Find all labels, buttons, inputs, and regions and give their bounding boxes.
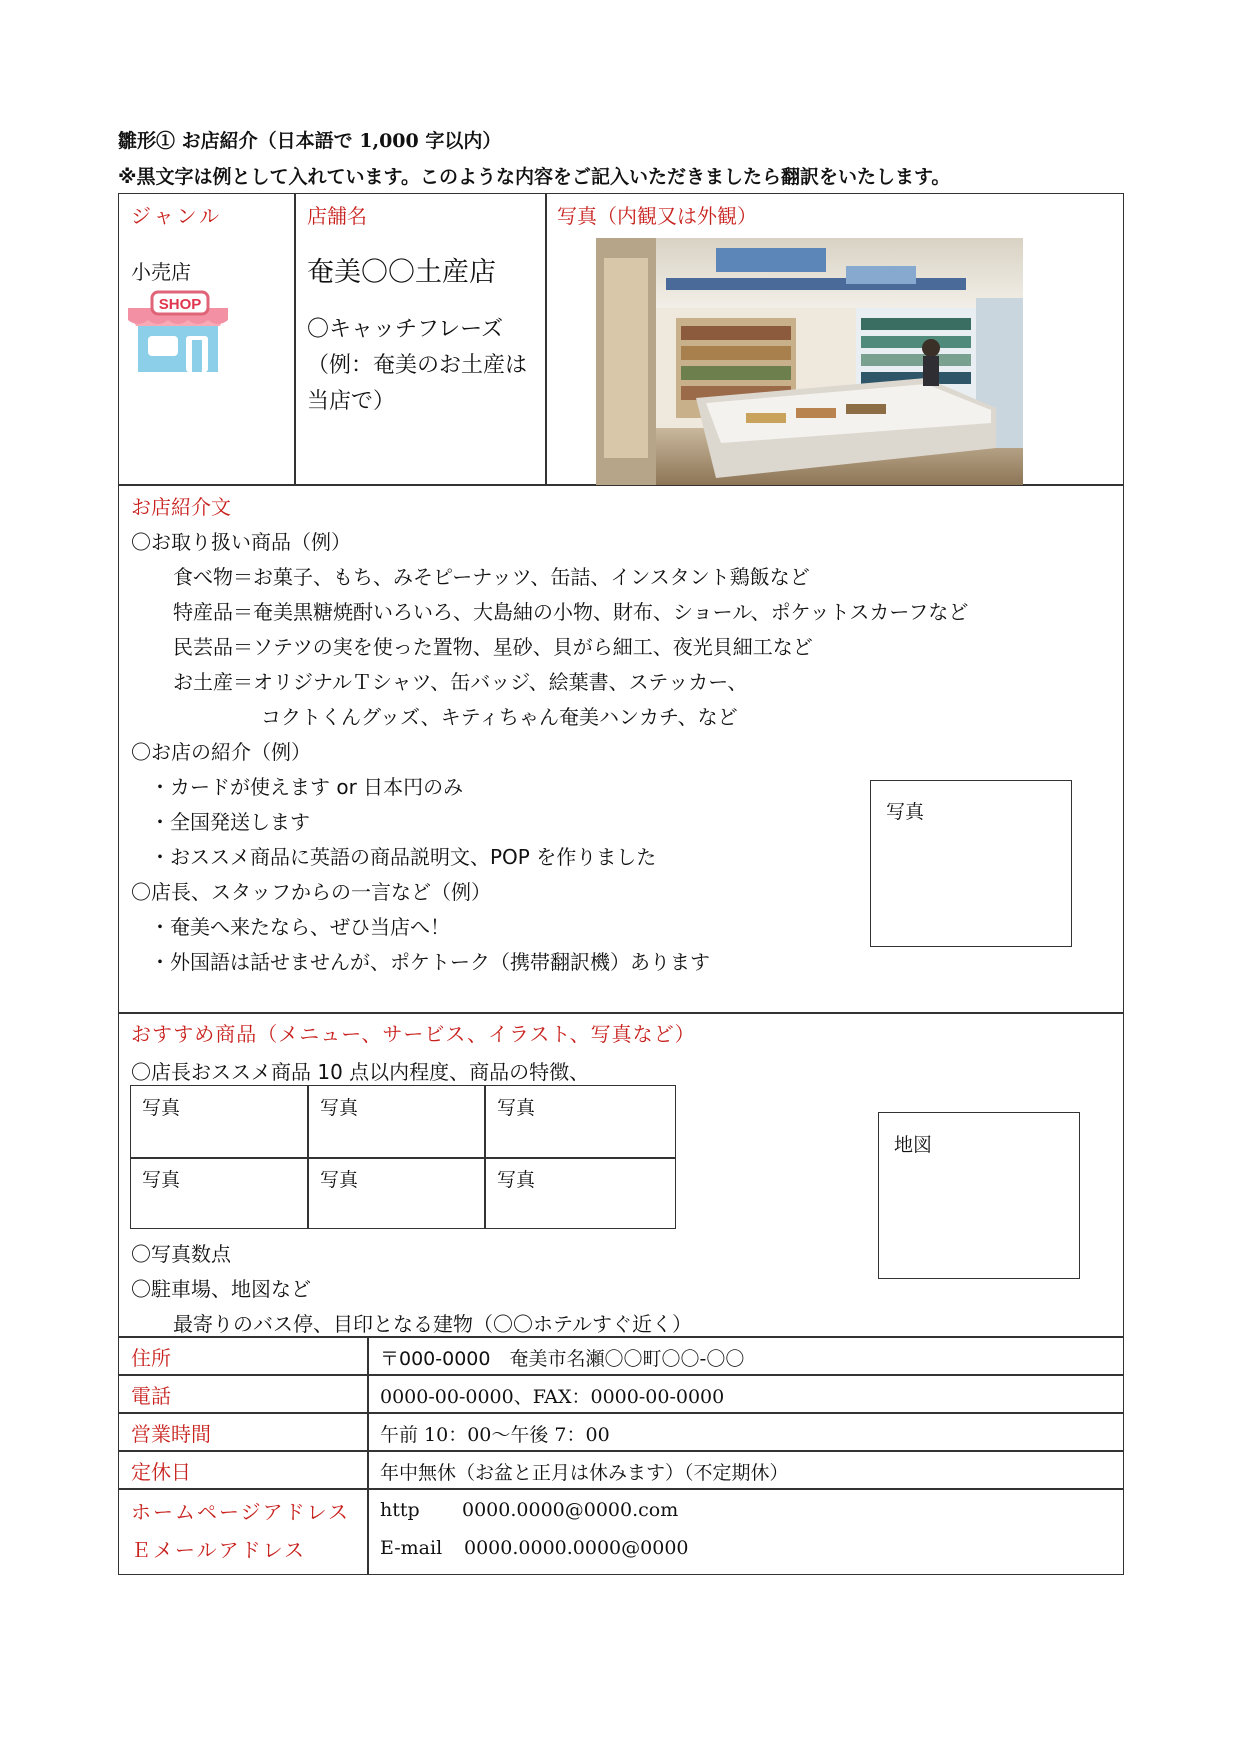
recommend-lead: 〇店長おススメ商品 10 点以内程度、商品の特徴、: [131, 1060, 590, 1084]
divider: [118, 1374, 1124, 1376]
grid-photo-label: 写真: [142, 1097, 181, 1119]
catch-line: 当店で）: [307, 389, 396, 414]
divider: [294, 193, 296, 485]
divider: [118, 1336, 1124, 1338]
grid-photo-label: 写真: [497, 1097, 536, 1119]
holiday-value: 年中無休（お盆と正月は休みます）（不定期休）: [380, 1462, 789, 1484]
homepage-prefix: http: [380, 1499, 420, 1521]
divider: [118, 1450, 1124, 1452]
page-title: 雛形① お店紹介（日本語で 1,000 字以内）: [118, 130, 502, 152]
intro-line: お土産＝オリジナルＴシャツ、缶バッジ、絵葉書、ステッカー、: [173, 670, 748, 694]
intro-line: コクトくんグッズ、キティちゃん奄美ハンカチ、など: [261, 705, 738, 729]
intro-line: ・おススメ商品に英語の商品説明文、POP を作りました: [150, 845, 657, 869]
intro-line: 〇お店の紹介（例）: [131, 740, 311, 764]
email-value: 0000.0000.0000@0000: [464, 1537, 689, 1559]
email-prefix: E-mail: [380, 1537, 443, 1559]
shop-icon-text: SHOP: [158, 296, 202, 313]
store-name: 奄美〇〇土産店: [307, 257, 496, 288]
intro-line: 〇お取り扱い商品（例）: [131, 530, 351, 554]
intro-line: ・全国発送します: [150, 810, 310, 834]
intro-line: 食べ物＝お菓子、もち、みそピーナッツ、缶詰、インスタント鶏飯など: [173, 565, 810, 589]
intro-line: 民芸品＝ソテツの実を使った置物、星砂、貝がら細工、夜光貝細工など: [173, 635, 813, 659]
recommend-line: 〇駐車場、地図など: [131, 1277, 311, 1301]
intro-line: ・カードが使えます or 日本円のみ: [150, 775, 464, 799]
homepage-value: 0000.0000@0000.com: [462, 1499, 679, 1521]
email-label: Ｅメールアドレス: [131, 1538, 306, 1562]
catch-line: （例：奄美のお土産は: [307, 353, 528, 378]
divider: [118, 1012, 1124, 1014]
grid-photo-label: 写真: [320, 1169, 359, 1191]
intro-line: 〇店長、スタッフからの一言など（例）: [131, 880, 491, 904]
map-label: 地図: [894, 1134, 933, 1156]
recommend-line: 〇写真数点: [131, 1242, 231, 1266]
genre-value: 小売店: [131, 260, 191, 284]
phone-label: 電話: [131, 1384, 171, 1408]
photo-label: 写真（内観又は外観）: [557, 204, 757, 228]
hours-label: 営業時間: [131, 1422, 211, 1446]
intro-label: お店紹介文: [131, 495, 231, 519]
recommend-line: 最寄りのバス停、目印となる建物（〇〇ホテルすぐ近く）: [173, 1312, 692, 1336]
hours-value: 午前 10：00～午後 7：00: [380, 1424, 610, 1446]
grid-photo-label: 写真: [497, 1169, 536, 1191]
store-interior-photo: [596, 238, 1023, 485]
divider: [367, 1336, 369, 1575]
intro-photo-label: 写真: [886, 801, 925, 823]
intro-line: 特産品＝奄美黒糖焼酎いろいろ、大島紬の小物、財布、ショール、ポケットスカーフなど: [173, 600, 969, 624]
address-value: 〒000-0000 奄美市名瀬〇〇町〇〇-〇〇: [380, 1348, 745, 1370]
instruction-note: ※黒文字は例として入れています。このような内容をご記入いただきましたら翻訳をいたします。: [118, 166, 951, 188]
grid-divider: [130, 1157, 676, 1159]
genre-label: ジャンル: [131, 204, 223, 228]
grid-photo-label: 写真: [320, 1097, 359, 1119]
store-name-label: 店舗名: [307, 204, 367, 228]
grid-photo-label: 写真: [142, 1169, 181, 1191]
divider: [118, 1412, 1124, 1414]
catch-line: 〇キャッチフレーズ: [307, 317, 504, 342]
intro-line: ・奄美へ来たなら、ぜひ当店へ！: [150, 915, 450, 939]
shop-icon: [124, 288, 232, 372]
divider: [545, 193, 547, 485]
recommend-label: おすすめ商品（メニュー、サービス、イラスト、写真など）: [131, 1022, 696, 1046]
intro-line: ・外国語は話せませんが、ポケトーク（携帯翻訳機）あります: [150, 950, 710, 974]
catch-phrase: [307, 312, 527, 420]
holiday-label: 定休日: [131, 1460, 191, 1484]
address-label: 住所: [131, 1346, 171, 1370]
phone-value: 0000-00-0000、FAX：0000-00-0000: [380, 1386, 725, 1408]
homepage-label: ホームページアドレス: [131, 1500, 350, 1524]
divider: [118, 1488, 1124, 1490]
